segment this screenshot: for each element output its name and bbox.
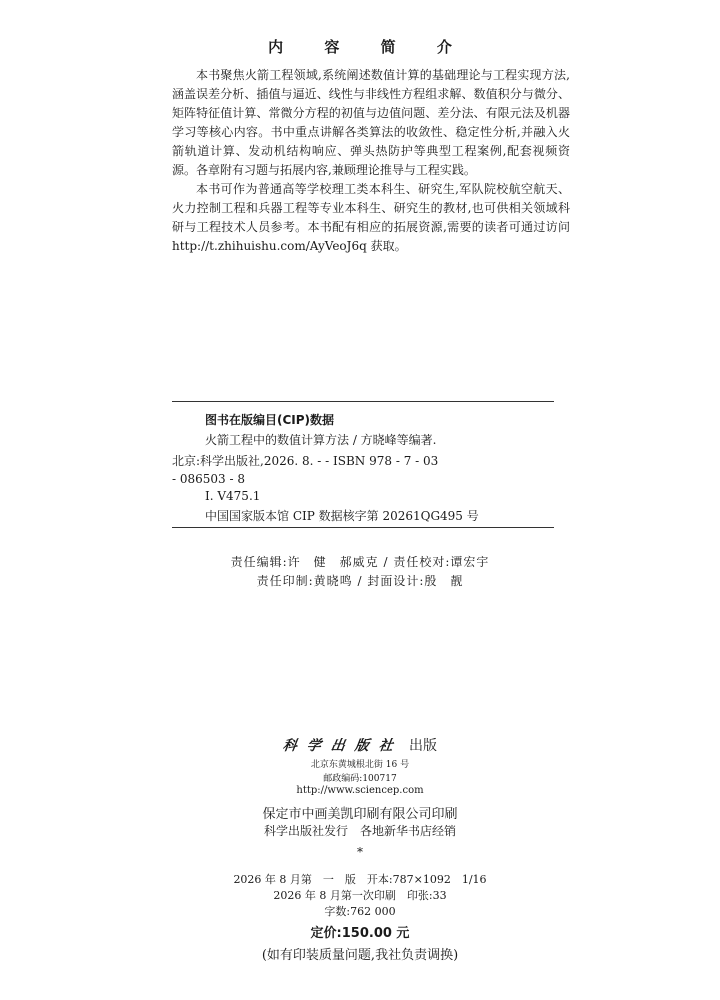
editor-credits: 责任编辑:许 健 郝威克 / 责任校对:谭宏宇 bbox=[230, 555, 490, 569]
cip-record-number: 中国国家版本馆 CIP 数据核字第 20261QG495 号 bbox=[205, 509, 479, 523]
publisher-postcode: 邮政编码:100717 bbox=[323, 774, 397, 784]
cip-top-rule bbox=[172, 401, 554, 402]
intro-paragraph-1: 本书聚焦火箭工程领域,系统阐述数值计算的基础理论与工程实现方法,涵盖误差分析、插值与逼近、线性与非线性方程组求解、数值积分与微分、矩阵特征值计算、常微分方程的初值与边值问题、差分法、有限元法及机器学习等核心内容。书中重点讲解各类算法的收敛性、稳定性分析,并融入火箭轨道计算、发动机结构响应、弹头热防护等典型工程案例,配套视频资源。各章附有习题与拓展内容,兼顾理论推导与工程实践。 bbox=[172, 68, 570, 177]
printer-line: 保定市中画美凯印刷有限公司印刷 bbox=[262, 807, 458, 822]
cip-classification: Ⅰ. V475.1 bbox=[205, 489, 261, 503]
cip-isbn-line: - 086503 - 8 bbox=[172, 472, 245, 486]
distribution-line: 科学出版社发行 各地新华书店经销 bbox=[263, 824, 456, 838]
publisher-suffix: 出版 bbox=[409, 738, 437, 754]
printing-line: 2026 年 8 月第一次印刷 印张:33 bbox=[273, 889, 447, 902]
cip-bottom-rule bbox=[172, 527, 554, 528]
intro-section bbox=[172, 66, 570, 256]
publisher-logo: 科学出版社 bbox=[281, 738, 404, 754]
cip-publisher-line: 北京:科学出版社,2026. 8. - - ISBN 978 - 7 - 03 bbox=[172, 454, 439, 468]
price: 定价:150.00 元 bbox=[310, 926, 410, 941]
cip-heading: 图书在版编目(CIP)数据 bbox=[205, 413, 335, 427]
publisher-line bbox=[0, 735, 720, 755]
cip-title-line: 火箭工程中的数值计算方法 / 方晓峰等编著. bbox=[205, 433, 437, 447]
publisher-url: http://www.sciencep.com bbox=[296, 785, 424, 796]
production-credits: 责任印制:黄晓鸣 / 封面设计:殷 靓 bbox=[256, 574, 464, 588]
publisher-address: 北京东黄城根北街 16 号 bbox=[310, 760, 410, 770]
separator-star: * bbox=[357, 845, 363, 859]
quality-notice: (如有印装质量问题,我社负责调换) bbox=[261, 948, 459, 963]
page-title: 内 容 简 介 bbox=[268, 38, 470, 56]
edition-line: 2026 年 8 月第 一 版 开本:787×1092 1/16 bbox=[233, 873, 487, 886]
word-count: 字数:762 000 bbox=[324, 905, 396, 918]
intro-paragraph-2: 本书可作为普通高等学校理工类本科生、研究生,军队院校航空航天、火力控制工程和兵器工程等专业本科生、研究生的教材,也可供相关领域科研与工程技术人员参考。本书配有相应的拓展资源,需要的读者可通过访问 http://t.zhihuishu.com/AyVeoJ6q 获取。 bbox=[172, 182, 570, 253]
